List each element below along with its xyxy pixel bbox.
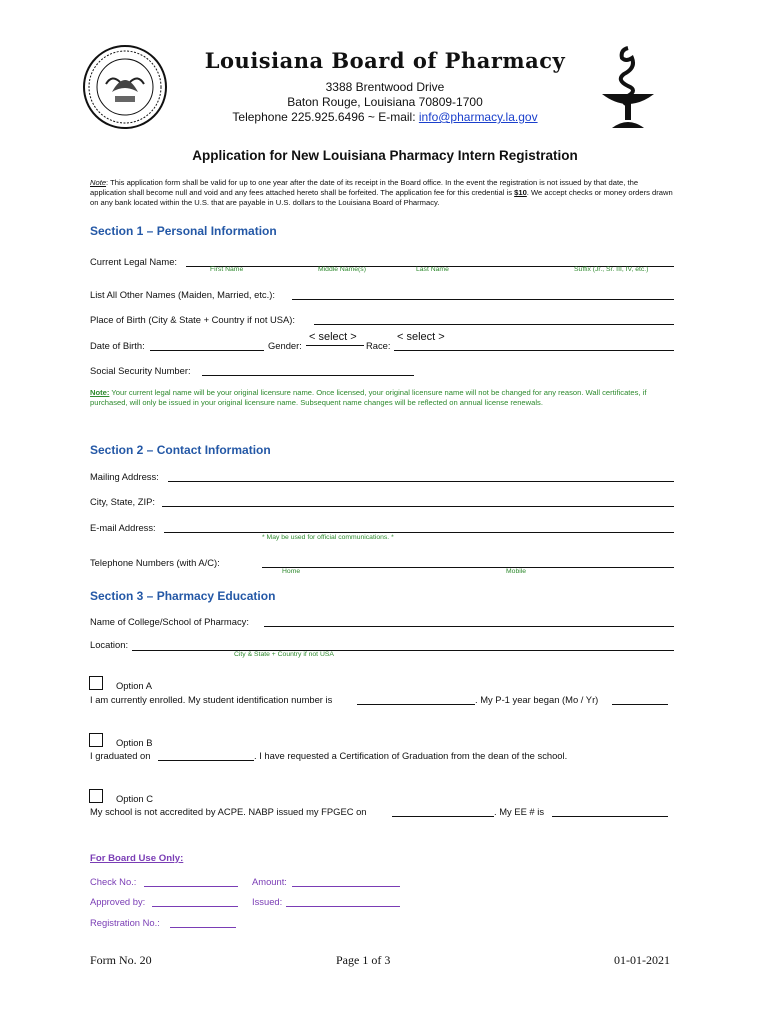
city-label: City, State, ZIP: xyxy=(90,496,155,507)
page-number: Page 1 of 3 xyxy=(336,953,391,967)
race-field xyxy=(394,350,674,351)
dob-label: Date of Birth: xyxy=(90,340,145,351)
city-field[interactable] xyxy=(162,506,674,507)
email-hint: * May be used for official communications. * xyxy=(262,534,394,541)
note-text: : This application form shall be valid for up to one year after the date of its receipt in the Board office. In the event the registration is not issued by that date, the application shall become null and void and any fees attached hereto shall be forfeited. The application fee for this credential is xyxy=(90,178,639,197)
legal-note-label: Note: xyxy=(90,388,110,397)
legal-name-label: Current Legal Name: xyxy=(90,256,178,267)
location-field[interactable] xyxy=(132,650,674,651)
birth-place-field[interactable] xyxy=(314,324,674,325)
home-hint: Home xyxy=(282,568,301,575)
option-c-checkbox[interactable] xyxy=(89,789,103,803)
dob-field[interactable] xyxy=(150,350,264,351)
option-c-title: Option C xyxy=(116,793,153,804)
mobile-hint: Mobile xyxy=(506,568,527,575)
fpgec-date-field[interactable] xyxy=(392,816,494,817)
p1-year-field[interactable] xyxy=(612,704,668,705)
school-label: Name of College/School of Pharmacy: xyxy=(90,616,249,627)
amount-field[interactable] xyxy=(292,886,400,887)
ssn-label: Social Security Number: xyxy=(90,365,191,376)
approved-by-label: Approved by: xyxy=(90,896,146,907)
graduation-date-field[interactable] xyxy=(158,760,254,761)
option-c-text-1: My school is not accredited by ACPE. NABP issued my FPGEC on xyxy=(90,806,367,817)
race-select[interactable]: < select > xyxy=(397,331,445,343)
check-no-field[interactable] xyxy=(144,886,238,887)
option-b-checkbox[interactable] xyxy=(89,733,103,747)
board-name: Louisiana Board of Pharmacy xyxy=(204,48,566,73)
option-a-text-2: . My P-1 year began (Mo / Yr) xyxy=(475,694,599,705)
email-field[interactable] xyxy=(164,532,674,533)
section-3-heading: Section 3 – Pharmacy Education xyxy=(90,589,276,603)
registration-no-label: Registration No.: xyxy=(90,917,160,928)
email-label: E-mail Address: xyxy=(90,522,156,533)
phone-field[interactable] xyxy=(262,567,674,568)
mailing-label: Mailing Address: xyxy=(90,471,159,482)
form-date: 01-01-2021 xyxy=(614,953,670,967)
legal-note-text: Your current legal name will be your original licensure name. Once licensed, your original licensure name will not be changed for any reason. Wall certificates, if purchased, will only be issued in your original licensure name. Subsequent name changes will be reflected on annual license renewals. xyxy=(90,388,647,407)
section-1-heading: Section 1 – Personal Information xyxy=(90,224,277,238)
check-no-label: Check No.: xyxy=(90,876,137,887)
option-c-text-2: . My EE # is xyxy=(494,806,545,817)
option-a-text-1: I am currently enrolled. My student identification number is xyxy=(90,694,333,705)
location-label: Location: xyxy=(90,639,129,650)
other-names-field[interactable] xyxy=(292,299,674,300)
option-b-text-2: . I have requested a Certification of Graduation from the dean of the school. xyxy=(254,750,568,761)
section-2-heading: Section 2 – Contact Information xyxy=(90,443,271,457)
email-link[interactable]: info@pharmacy.la.gov xyxy=(418,110,538,124)
legal-name-note xyxy=(90,388,678,408)
amount-label: Amount: xyxy=(252,876,287,887)
gender-label: Gender: xyxy=(268,340,302,351)
birth-place-label: Place of Birth (City & State + Country if not USA): xyxy=(90,314,296,325)
fee-amount: $10 xyxy=(514,188,527,197)
gender-underline xyxy=(306,345,364,346)
last-name-hint: Last Name xyxy=(416,266,449,273)
gender-select[interactable]: < select > xyxy=(309,331,357,343)
note-label: Note xyxy=(90,178,107,187)
issued-field[interactable] xyxy=(286,906,400,907)
option-b-title: Option B xyxy=(116,737,153,748)
option-a-checkbox[interactable] xyxy=(89,676,103,690)
mailing-field[interactable] xyxy=(168,481,674,482)
race-label: Race: xyxy=(366,340,391,351)
board-use-heading: For Board Use Only: xyxy=(90,853,184,864)
form-title: Application for New Louisiana Pharmacy Intern Registration xyxy=(192,148,578,163)
approved-by-field[interactable] xyxy=(152,906,238,907)
address-line-1: 3388 Brentwood Drive xyxy=(325,80,445,94)
contact-prefix: Telephone 225.925.6496 ~ E-mail: xyxy=(232,110,419,124)
ee-number-field[interactable] xyxy=(552,816,668,817)
note-text-2: . We accept checks or money orders drawn on any bank located within the U.S. that are payable in U.S. dollars to the Louisiana Board of Pharmacy. xyxy=(90,188,673,207)
option-a-title: Option A xyxy=(116,680,152,691)
application-note xyxy=(90,178,676,208)
location-hint: City & State + Country if not USA xyxy=(234,651,334,658)
other-names-label: List All Other Names (Maiden, Married, etc.): xyxy=(90,289,275,300)
student-id-field[interactable] xyxy=(357,704,475,705)
address-line-2: Baton Rouge, Louisiana 70809-1700 xyxy=(287,95,483,109)
suffix-hint: Suffix (Jr., Sr. III, IV, etc.) xyxy=(574,266,649,273)
form-number: Form No. 20 xyxy=(90,953,152,967)
first-name-hint: First Name xyxy=(210,266,244,273)
contact-line xyxy=(0,110,770,124)
school-field[interactable] xyxy=(264,626,674,627)
phone-label: Telephone Numbers (with A/C): xyxy=(90,557,220,568)
middle-name-hint: Middle Name(s) xyxy=(318,266,366,273)
ssn-field[interactable] xyxy=(202,375,414,376)
registration-no-field[interactable] xyxy=(170,927,236,928)
option-b-text-1: I graduated on xyxy=(90,750,151,761)
issued-label: Issued: xyxy=(252,896,283,907)
